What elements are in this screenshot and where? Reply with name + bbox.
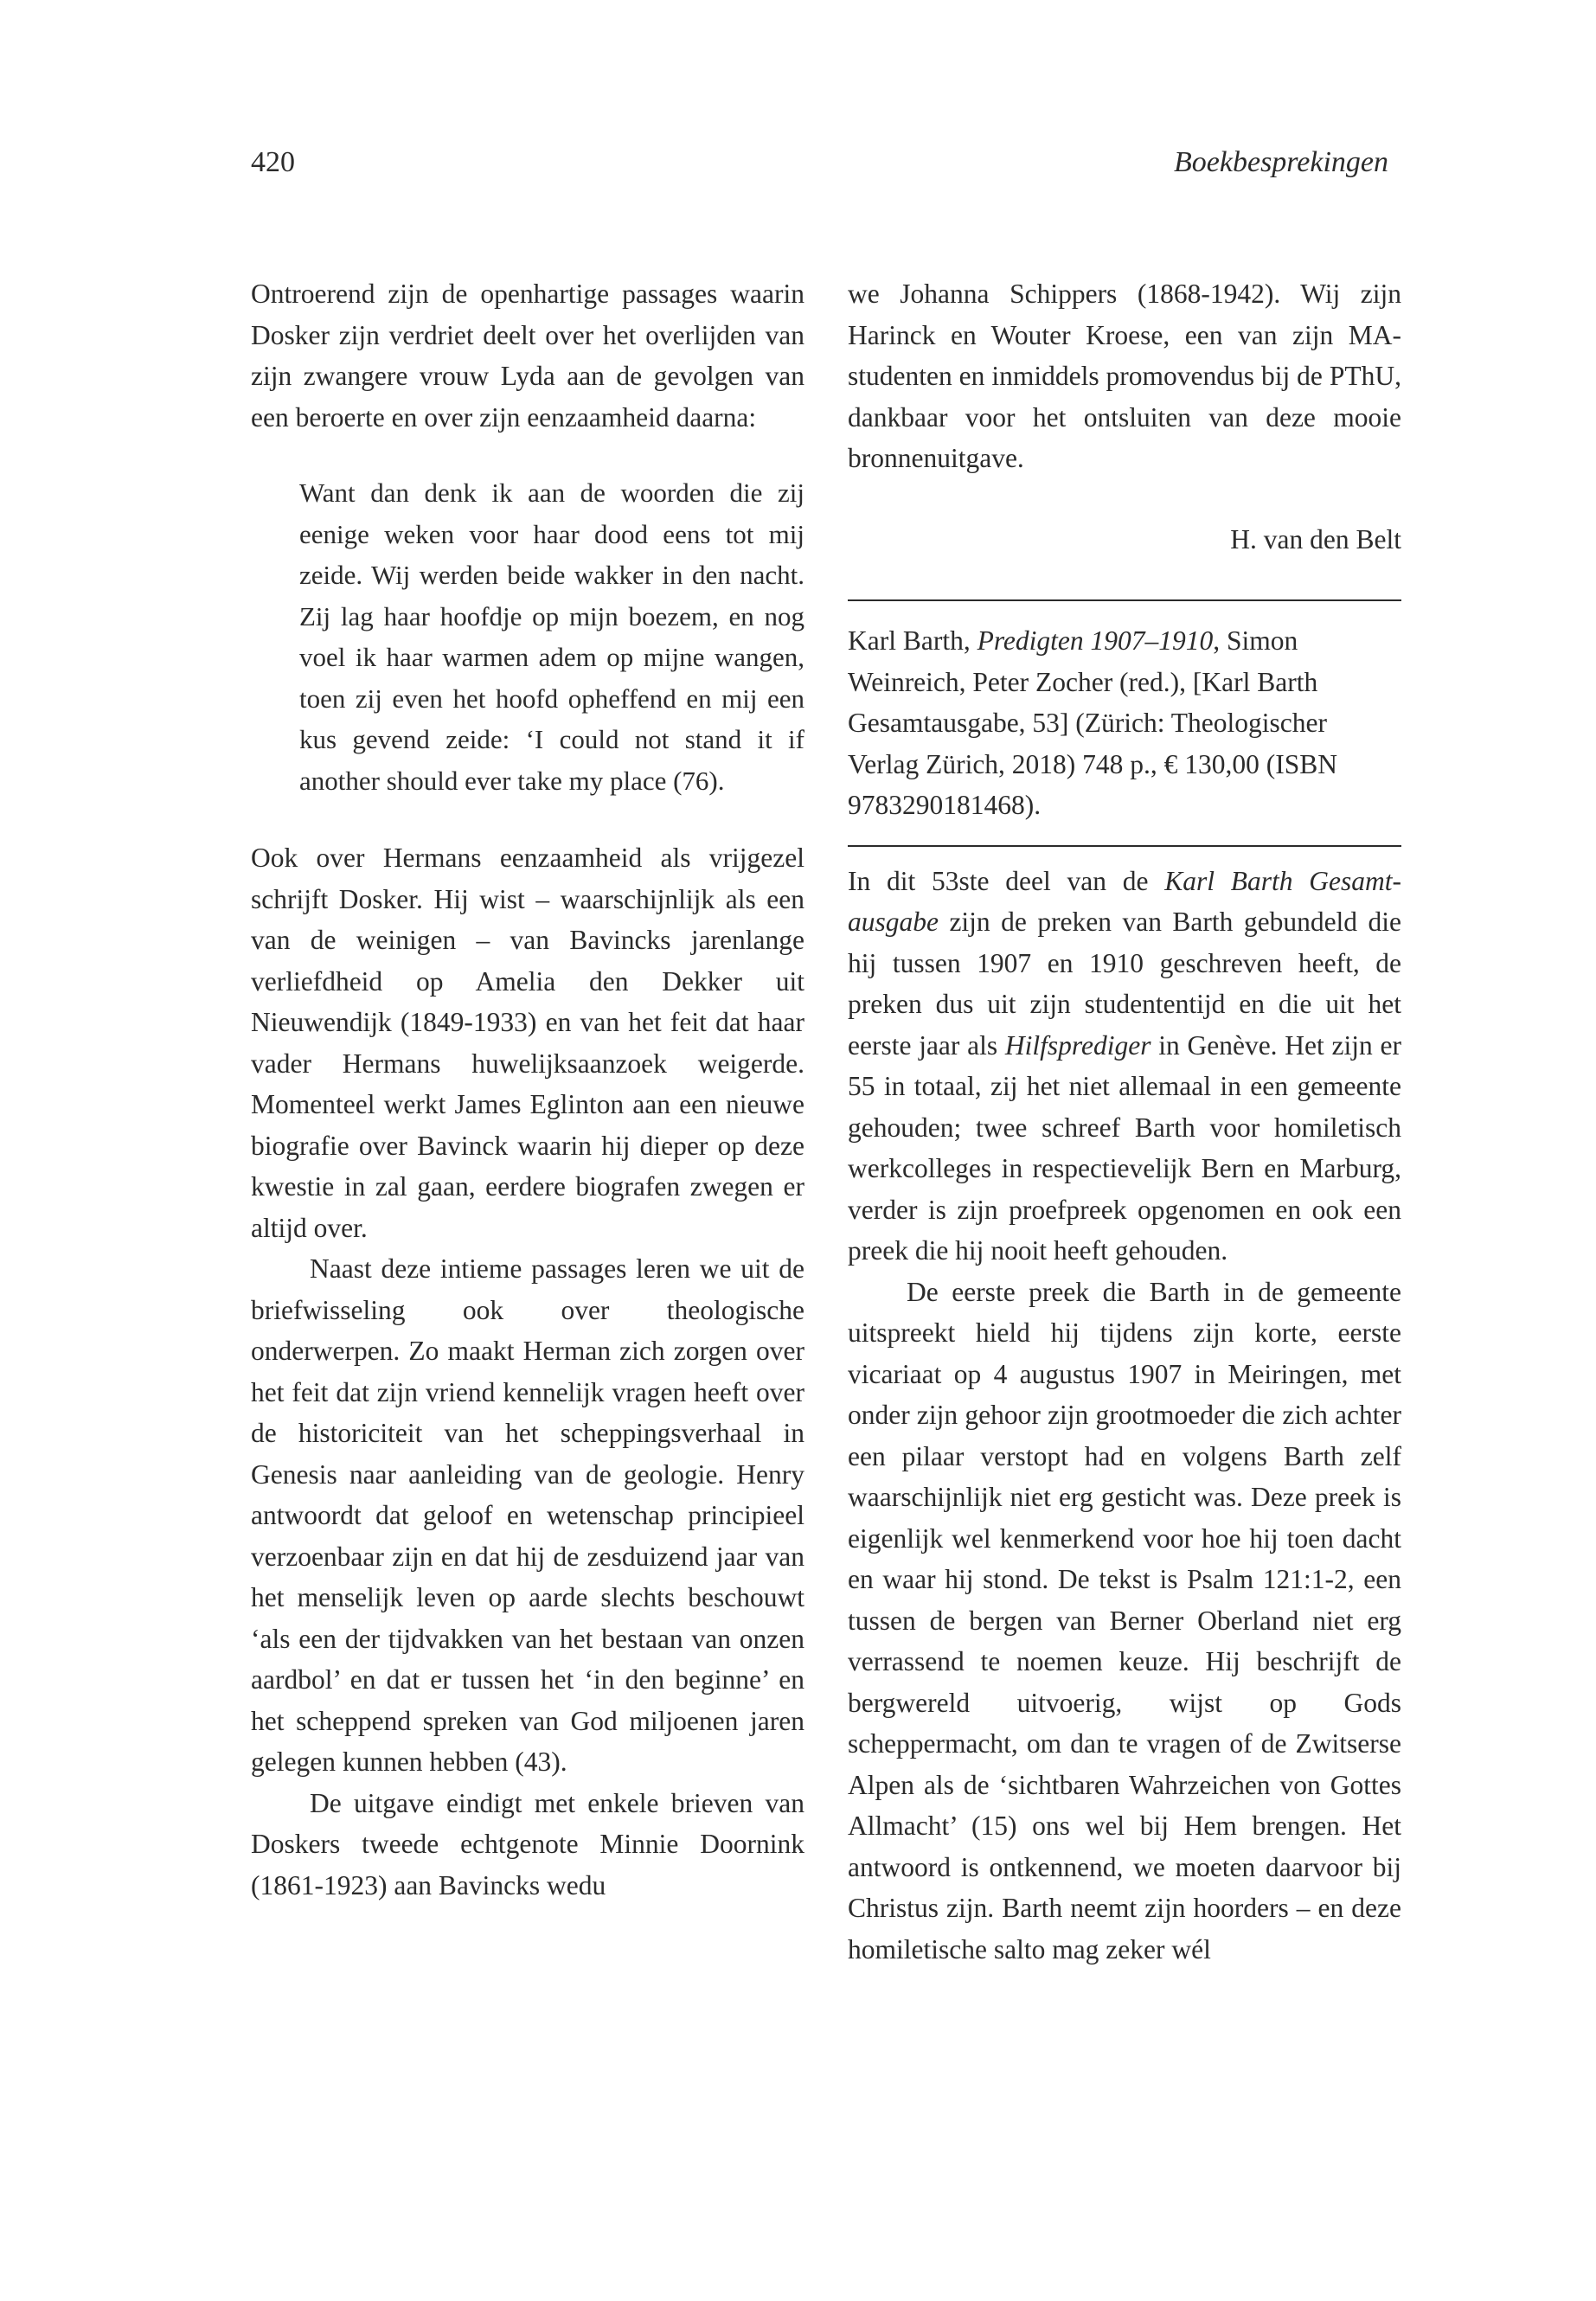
italic-title: Karl Barth Gesamtausgabe: [848, 865, 1401, 937]
left-column: [251, 273, 804, 1906]
block-quote: Want dan denk ik aan de woorden die zij eenige weken voor haar dood eens tot mij zeide. Wij werden beide wakker in den nacht. Zij lag haar hoofdje op mijn boezem, en nog voel ik haar warmen adem op mijne wangen, toen zij even het hoofd opheffend en mij een kus gevend zeide: ‘I could not stand it if another should ever take my place (76).: [299, 478, 804, 796]
biblio-title: Predigten 1907–1910: [977, 625, 1214, 656]
running-head: Boekbesprekingen: [1174, 146, 1388, 178]
paragraph: [848, 861, 1401, 1272]
bibliographic-entry: [848, 620, 1401, 826]
paragraph: Ontroerend zijn de openhartige passages waarin Dosker zijn verdriet deelt over het overlijden van zijn zwangere vrouw Lyda aan de gevolgen van een beroerte en over zijn eenzaamheid daarna:: [251, 279, 804, 433]
review-signature: H. van den Belt: [1230, 523, 1401, 554]
paragraph: De eerste preek die Barth in de gemeente uitspreekt hield hij tijdens zijn korte, eerste vicariaat op 4 augustus 1907 in Meiringen, met onder zijn gehoor zijn grootmoeder die zich achter een pilaar verstopt had en volgens Barth zelf waarschijnlijk niet erg gesticht was. Deze preek is eigenlijk wel kenmerkend voor hoe hij toen dacht en waar hij stond. De tekst is Psalm 121:1-2, een tussen de bergen van Berner Oberland niet erg verrassend te noemen keuze. Hij beschrijft de bergwereld uitvoerig, wijst op Gods scheppermacht, om dan te vragen of de Zwitserse Alpen als de ‘sichtbaren Wahrzeichen von Gottes Allmacht’ (15) ons wel bij Hem brengen. Het antwoord is ontkennend, we moeten daarvoor bij Christus zijn. Barth neemt zijn hoorders – en deze homiletische salto mag zeker wél: [848, 1276, 1401, 1965]
text-run: In dit 53ste deel van de: [848, 865, 1165, 896]
paragraph: Naast deze intieme passages leren we uit de briefwisseling ook over theologische onderwerpen. Zo maakt Herman zich zorgen over het feit dat zijn vriend kennelijk vragen heeft over de historiciteit van het scheppingsverhaal in Genesis naar aanleiding van de geologie. Henry antwoordt dat geloof en wetenschap principieel verzoenbaar zijn en dat hij de zesduizend jaar van het menselijk leven op aarde slechts beschouwt ‘als een der tijdvakken van het bestaan van onzen aardbol’ en dat er tussen het ‘in den beginne’ en het scheppend spreken van God miljoenen jaren gelegen kunnen hebben (43).: [251, 1253, 804, 1777]
right-column: [848, 273, 1401, 1970]
page-number: 420: [251, 146, 295, 178]
biblio-details: , Simon Weinreich, Peter Zocher (red.), [Karl Barth Gesamtausgabe, 53] (Zürich: Theologischer Verlag Zürich, 2018) 748 p., € 130,00 (ISBN 9783290181468).: [848, 625, 1338, 820]
paragraph: De uitgave eindigt met enkele brieven van Doskers tweede echtgenote Minnie Doornink (1861-1923) aan Bavincks wedu: [251, 1787, 804, 1900]
biblio-author: Karl Barth,: [848, 625, 971, 656]
divider: [848, 845, 1401, 847]
paragraph: we Johanna Schippers (1868-1942). Wij zijn Harinck en Wouter Kroese, een van zijn MA-studenten en inmiddels promovendus bij de PThU, dankbaar voor het ontsluiten van deze mooie bronnenuitgave.: [848, 279, 1401, 473]
divider: [848, 599, 1401, 601]
text-run: in Genève. Het zijn er 55 in totaal, zij het niet allemaal in een gemeente gehouden; twee schreef Barth voor homiletisch werkcolleges in respectievelijk Bern en Marburg, verder is zijn proefpreek opgenomen en ook een preek die hij nooit heeft gehouden.: [848, 1029, 1401, 1266]
paragraph: Ook over Hermans eenzaamheid als vrijgezel schrijft Dosker. Hij wist – waarschijnlijk als een van de weinigen – van Bavincks jarenlange verliefdheid op Amelia den Dekker uit Nieuwendijk (1849-1933) en van het feit dat haar vader Hermans huwelijksaanzoek weigerde. Momenteel werkt James Eglinton aan een nieuwe biografie over Bavinck waarin hij dieper op deze kwestie in zal gaan, eerdere biografen zwegen er altijd over.: [251, 843, 804, 1243]
text-run: zijn de preken van Barth gebundeld die hij tussen 1907 en 1910 geschreven heeft, de preken dus uit zijn studententijd en die uit het eerste jaar als: [848, 907, 1401, 1061]
italic-term: Hilfsprediger: [1004, 1029, 1151, 1061]
